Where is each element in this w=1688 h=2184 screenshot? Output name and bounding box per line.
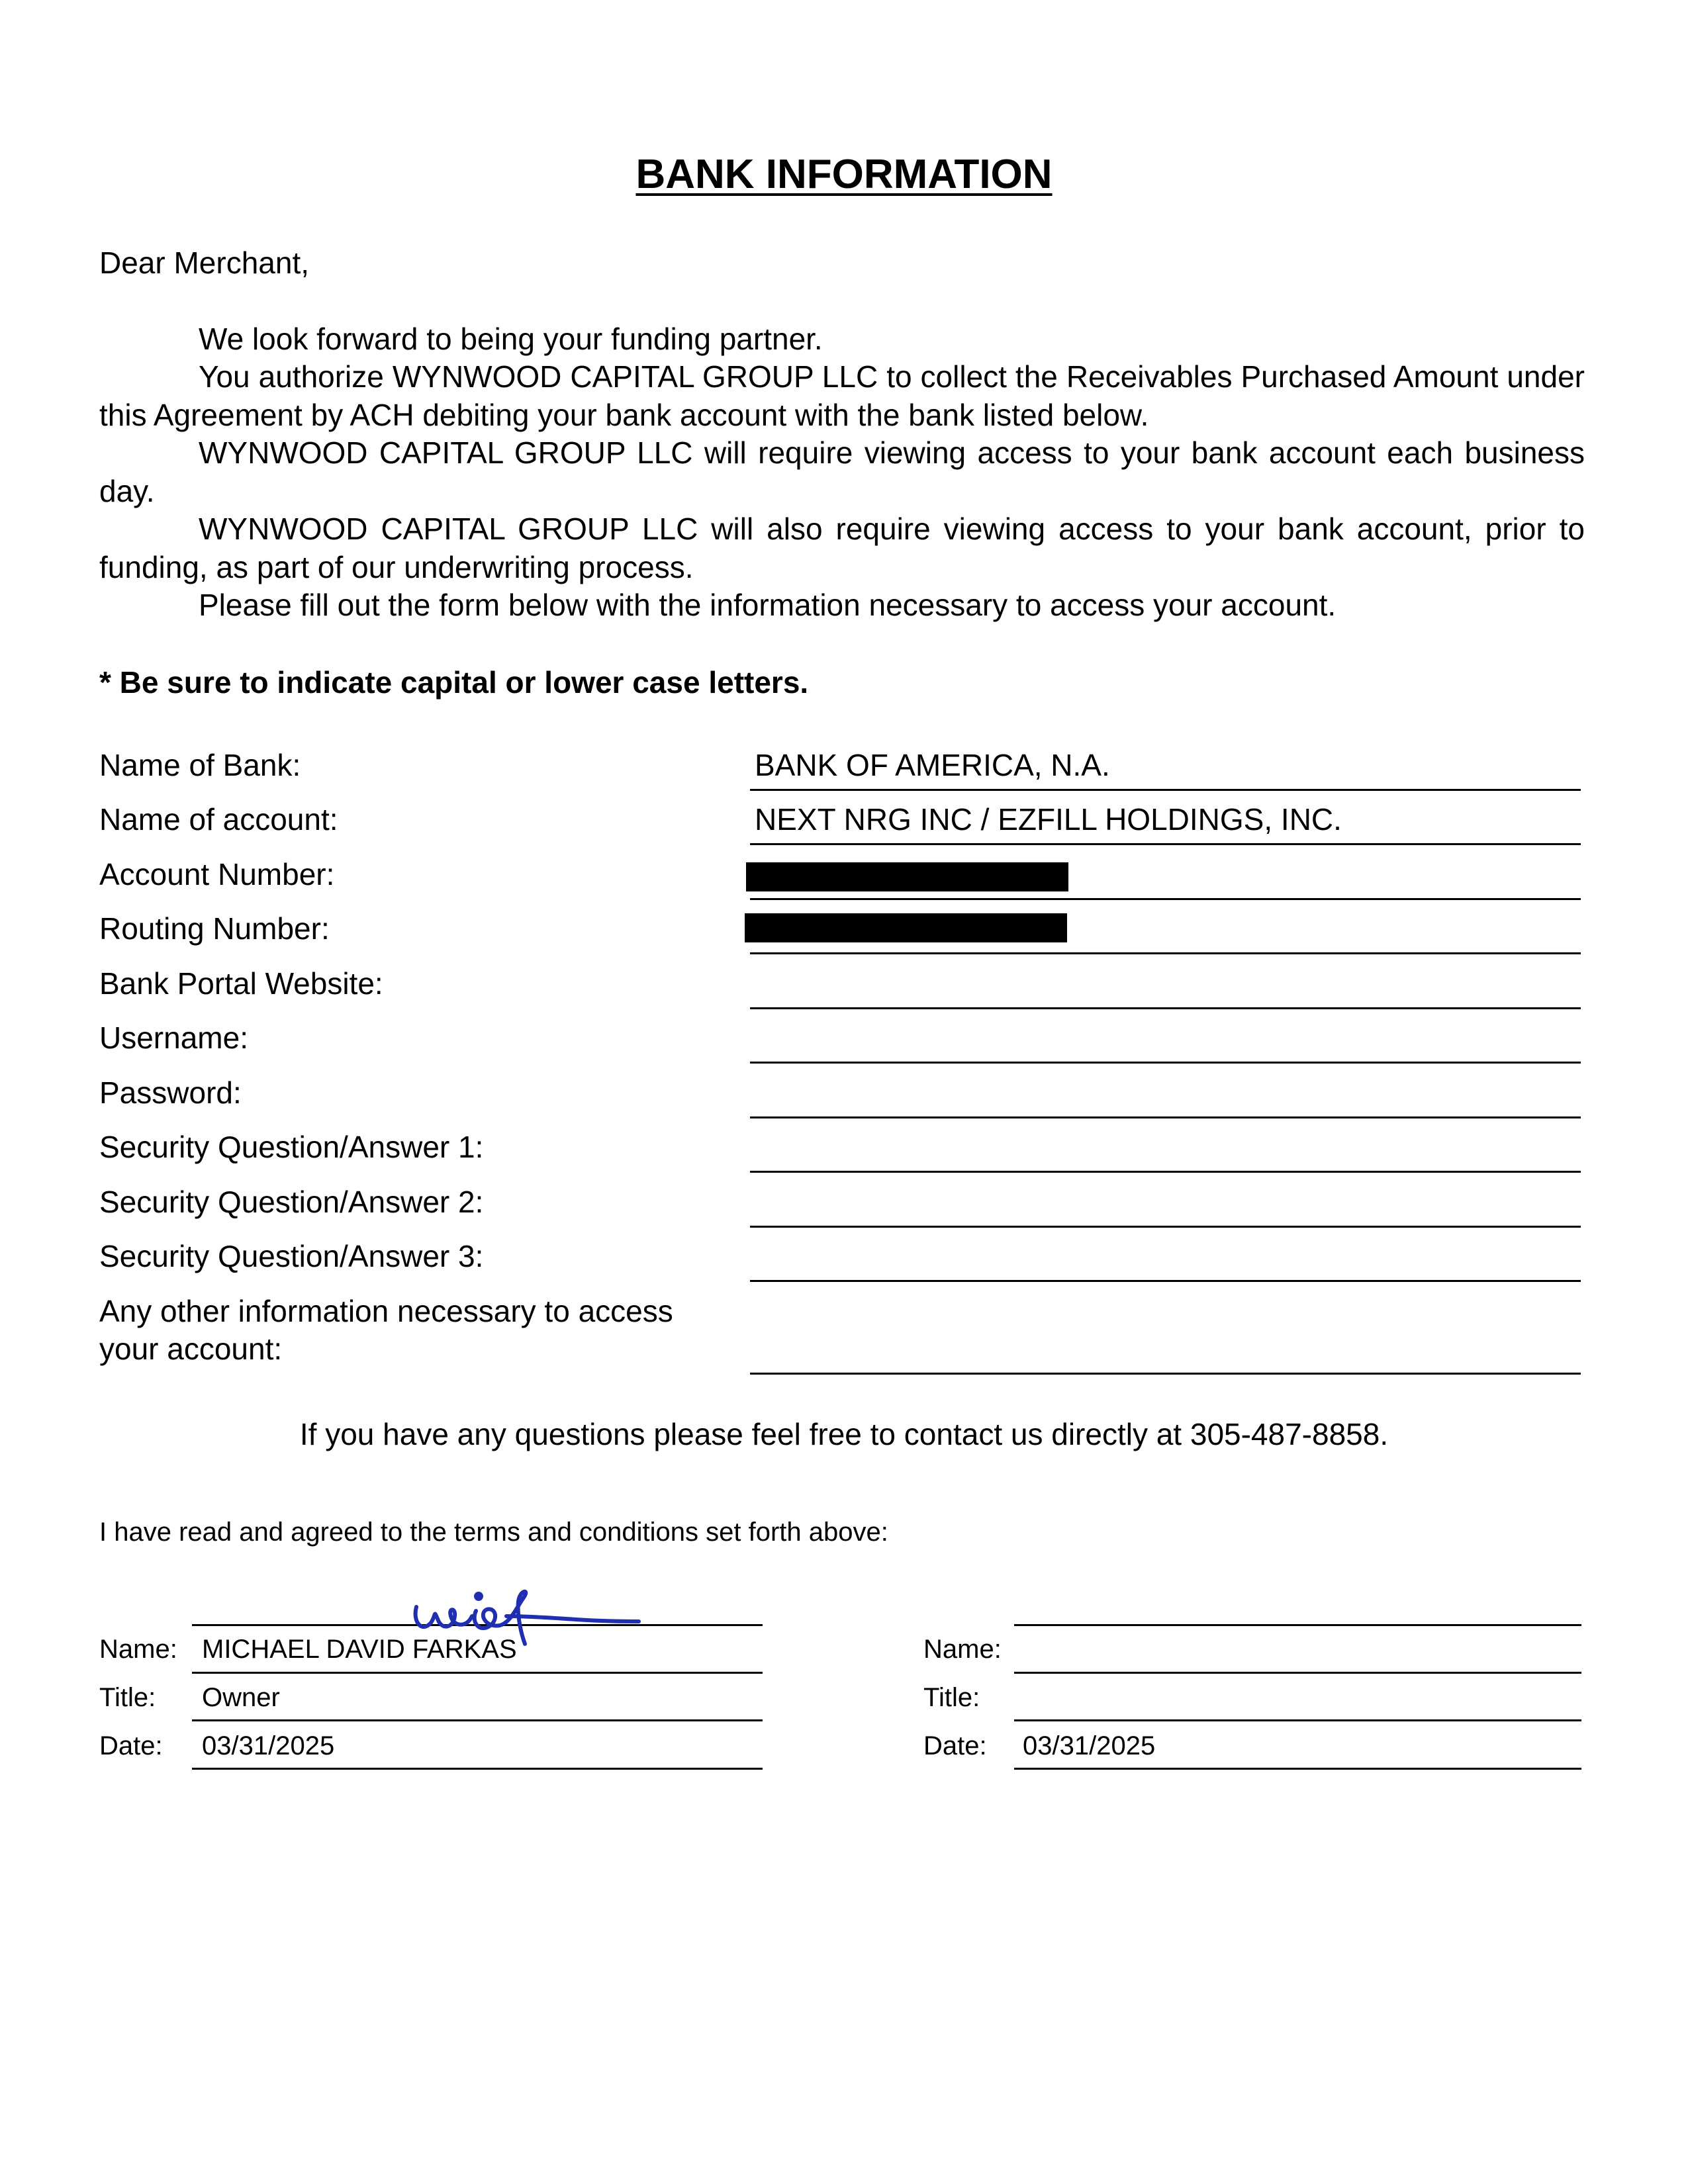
bank-portal-field[interactable] [750, 1007, 1581, 1009]
signer-title-field[interactable]: Owner [202, 1683, 280, 1712]
bank-name-underline [750, 789, 1581, 791]
account-name-underline [750, 843, 1581, 845]
other-info-label-line2: your account: [99, 1332, 283, 1366]
bank-name-field[interactable]: BANK OF AMERICA, N.A. [755, 748, 1110, 782]
signer-name-underline [192, 1672, 763, 1674]
username-label: Username: [99, 1021, 248, 1055]
cosigner-name-label: Name: [923, 1635, 1002, 1664]
cosigner-date-label: Date: [923, 1731, 987, 1760]
signer-title-underline [192, 1719, 763, 1721]
security-question-1-label: Security Question/Answer 1: [99, 1130, 484, 1164]
security-question-2-label: Security Question/Answer 2: [99, 1185, 484, 1219]
account-number-redaction[interactable] [746, 862, 1068, 891]
page-title: BANK INFORMATION [635, 152, 1053, 197]
signer-title-label: Title: [99, 1683, 156, 1712]
case-note: * Be sure to indicate capital or lower case letters. [99, 665, 809, 700]
bank-portal-label: Bank Portal Website: [99, 966, 383, 1001]
signer-date-label: Date: [99, 1731, 163, 1760]
cosigner-date-underline [1014, 1768, 1581, 1770]
greeting: Dear Merchant, [99, 246, 310, 280]
paragraph-fill-form: Please fill out the form below with the information necessary to access your account. [199, 588, 1336, 622]
signer-date-field[interactable]: 03/31/2025 [202, 1731, 335, 1760]
username-field[interactable] [750, 1062, 1581, 1064]
account-name-label: Name of account: [99, 802, 338, 837]
cosigner-date-field[interactable]: 03/31/2025 [1023, 1731, 1156, 1760]
signature-line-right[interactable] [1014, 1624, 1581, 1626]
security-question-2-field[interactable] [750, 1226, 1581, 1228]
cosigner-name-underline [1014, 1672, 1581, 1674]
signer-name-field[interactable]: MICHAEL DAVID FARKAS [202, 1635, 517, 1664]
cosigner-title-label: Title: [923, 1683, 980, 1712]
routing-number-redaction[interactable] [745, 913, 1067, 942]
contact-line: If you have any questions please feel free to contact us directly at 305-487-8858. [299, 1417, 1389, 1451]
paragraph-underwriting: WYNWOOD CAPITAL GROUP LLC will also require viewing access to your bank account, prior to funding, as part of our underwriting process. [99, 512, 1585, 584]
cosigner-title-underline [1014, 1719, 1581, 1721]
signer-name-label: Name: [99, 1635, 177, 1664]
security-question-3-label: Security Question/Answer 3: [99, 1239, 484, 1273]
agreement-text: I have read and agreed to the terms and conditions set forth above: [99, 1518, 888, 1547]
bank-name-label: Name of Bank: [99, 748, 301, 782]
paragraph-intro: We look forward to being your funding partner. [199, 322, 823, 356]
password-label: Password: [99, 1075, 242, 1110]
routing-number-label: Routing Number: [99, 911, 330, 946]
paragraph-authorize: You authorize WYNWOOD CAPITAL GROUP LLC to collect the Receivables Purchased Amount under this Agreement by ACH debiting your bank account with the bank listed below. [99, 359, 1585, 432]
paragraph-viewing-access: WYNWOOD CAPITAL GROUP LLC will require viewing access to your bank account each business day. [99, 435, 1585, 508]
other-info-label-line1: Any other information necessary to access [99, 1294, 673, 1328]
account-name-field[interactable]: NEXT NRG INC / EZFILL HOLDINGS, INC. [755, 802, 1342, 837]
account-number-underline [750, 898, 1581, 900]
account-number-label: Account Number: [99, 857, 335, 891]
security-question-3-field[interactable] [750, 1280, 1581, 1282]
other-info-field[interactable] [750, 1373, 1581, 1375]
password-field[interactable] [750, 1116, 1581, 1118]
signer-date-underline [192, 1768, 763, 1770]
routing-number-underline [750, 952, 1581, 954]
security-question-1-field[interactable] [750, 1171, 1581, 1173]
